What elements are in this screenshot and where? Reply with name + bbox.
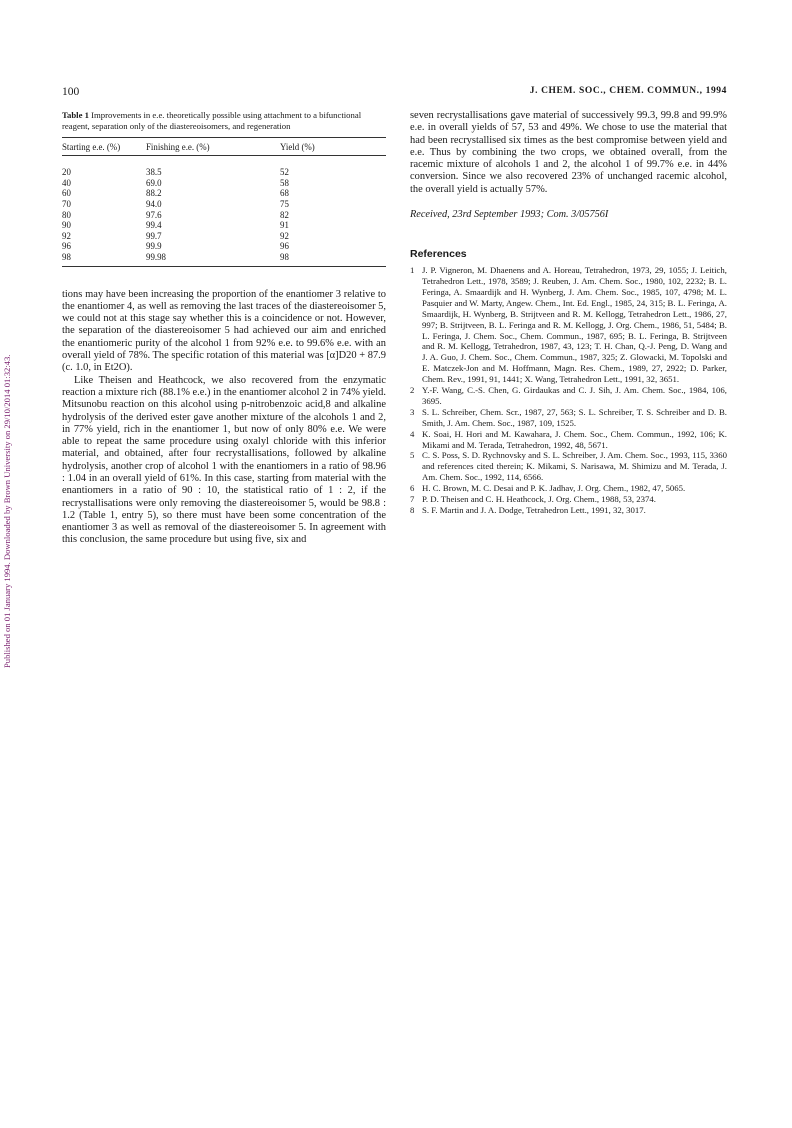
table-cell: 99.98: [146, 252, 280, 266]
table-caption-text: Improvements in e.e. theoretically possible using attachment to a bifunctional reagent, separation only of the diastereoisomers, and regeneration: [62, 110, 362, 131]
table-cell: 98: [280, 252, 386, 266]
reference-text: J. P. Vigneron, M. Dhaenens and A. Horeau, Tetrahedron, 1973, 29, 1055; J. Leitich, Tetrahedron Lett., 1978, 3589; J. Reuben, J. Am. Chem. Soc., 1980, 102, 2232; B. L. Feringa, A. Smaardijk and H. Wynberg, J. Am. Chem. Soc., 1985, 107, 4798; M. L. Pasquier and W. Marty, Angew. Chem., Int. Ed. Engl., 1985, 24, 315; B. L. Feringa, A. Smaardijk, H. Wynberg, B. Strijtveen and R. M. Kellogg, Tetrahedron Lett., 1986, 27, 997; B. Strijtveen, B. L. Feringa and R. M. Kellogg, J. Org. Chem., 1986, 51, 5484; B. L. Feringa, J. Chem. Soc., Chem. Commun., 1987, 695; B. L. Feringa, B. Strijtveen and R. M. Kellogg, Tetrahedron, 1987, 43, 123; T. H. Chan, Q.-J. Peng, D. Wang and J. A. Guo, J. Chem. Soc., Chem. Commun., 1987, 325; Z. Glowacki, M. Topolski and E. Matczek-Jon and M. Hoffmann, Magn. Res. Chem., 1989, 27, 2922; D. Parker, Chem. Rev., 1991, 91, 1441; X. Wang, Tetrahedron Lett., 1991, 32, 3651.: [422, 265, 727, 385]
reference-text: P. D. Theisen and C. H. Heathcock, J. Org. Chem., 1988, 53, 2374.: [422, 494, 656, 505]
table-row: [62, 231, 386, 242]
left-column: [62, 110, 386, 547]
reference-text: K. Soai, H. Hori and M. Kawahara, J. Chem. Soc., Chem. Commun., 1992, 106; K. Mikami and M. Terada, Tetrahedron, 1992, 48, 5671.: [422, 428, 727, 450]
journal-running-head: J. CHEM. SOC., CHEM. COMMUN., 1994: [529, 86, 727, 96]
reference-number: 5: [410, 450, 415, 461]
reference-item: [410, 385, 727, 407]
reference-item: [410, 505, 727, 516]
reference-text: Y.-F. Wang, C.-S. Chen, G. Girdaukas and C. J. Sih, J. Am. Chem. Soc., 1984, 106, 3695.: [422, 385, 727, 406]
body-paragraph-1: tions may have been increasing the proportion of the enantiomer 3 relative to the enantiomer 4, as well as removing the last traces of the diastereoisomer 5, we could not at this stage say whether this is a coincidence or not. However, the separation of the diastereoisomer 5 had achieved our aim and enriched the enantiomeric purity of the alcohol 1 from 92% e.e. to 99.6% e.e. with an overall yield of 78%. The specific rotation of this material was [α]D20 + 87.9 (c. 1.0, in Et2O).: [62, 288, 386, 374]
reference-number: 4: [410, 428, 415, 439]
table-cell: 52: [280, 167, 289, 178]
table-cell: 96: [280, 241, 289, 252]
table-cell: 98: [62, 252, 146, 266]
column-header-starting-ee: Starting e.e. (%): [62, 138, 146, 156]
table-row: [62, 178, 386, 189]
reference-item: [410, 494, 727, 505]
table-cell: 80: [62, 209, 71, 220]
table-cell: 68: [280, 188, 289, 199]
reference-text: C. S. Poss, S. D. Rychnovsky and S. L. Schreiber, J. Am. Chem. Soc., 1993, 115, 3360 and references cited therein; K. Mikami, S. Narisawa, M. Shimizu and M. Terada, J. Am. Chem. Soc., 1992, 114, 6566.: [422, 450, 727, 483]
page-header: [62, 86, 727, 100]
table-cell: 88.2: [146, 188, 162, 199]
reference-number: 2: [410, 385, 415, 396]
table-cell: 92: [280, 230, 289, 241]
table-cell: 82: [280, 209, 289, 220]
table-cell: 58: [280, 177, 289, 188]
table-row: [62, 156, 386, 178]
body-paragraph-3: seven recrystallisations gave material of successively 99.3, 99.8 and 99.9% e.e. in overall yields of 57, 53 and 49%. We chose to use the material that had been recrystallised six times as the best compromise between yield and e.e. Thus by combining the two crops, we obtained overall, from the racemic mixture of alcohols 1 and 2, the alcohol 1 of 99.7% e.e. in 44% conversion. Since we also recovered 23% of unchanged racemic alcohol, the overall yield is actually 57%.: [410, 110, 727, 195]
reference-text: H. C. Brown, M. C. Desai and P. K. Jadhav, J. Org. Chem., 1982, 47, 5065.: [422, 483, 686, 494]
table-cell: 91: [280, 220, 289, 231]
table-cell: 96: [62, 241, 71, 252]
table-cell: 38.5: [146, 167, 162, 178]
table-row: [62, 188, 386, 199]
reference-item: [410, 450, 727, 483]
table-row: [62, 252, 386, 266]
table-row: [62, 199, 386, 210]
table-row: [62, 241, 386, 252]
table-cell: 75: [280, 198, 289, 209]
references-heading: References: [410, 248, 467, 261]
right-column: [410, 110, 727, 516]
reference-text: S. L. Schreiber, Chem. Scr., 1987, 27, 563; S. L. Schreiber, T. S. Schreiber and D. B. Smith, J. Am. Chem. Soc., 1987, 109, 1525.: [422, 406, 727, 428]
table-cell: 99.4: [146, 220, 162, 231]
table-cell: 97.6: [146, 209, 162, 220]
table-caption-label: Table 1: [62, 110, 89, 120]
table-row: [62, 220, 386, 231]
reference-number: 6: [410, 483, 415, 494]
table-header-row: [62, 138, 386, 156]
table-cell: 90: [62, 220, 71, 231]
reference-item: [410, 407, 727, 429]
reference-number: 7: [410, 494, 415, 505]
reference-number: 1: [410, 265, 415, 276]
reference-item: [410, 429, 727, 451]
table-cell: 92: [62, 230, 71, 241]
ee-improvement-table: [62, 137, 386, 266]
reference-item: [410, 483, 727, 494]
reference-list: [410, 265, 727, 516]
column-header-yield: Yield (%): [280, 138, 386, 156]
table-cell: 40: [62, 177, 71, 188]
reference-text: S. F. Martin and J. A. Dodge, Tetrahedron Lett., 1991, 32, 3017.: [422, 505, 646, 516]
received-line: Received, 23rd September 1993; Com. 3/05756I: [410, 209, 609, 221]
body-paragraph-2: Like Theisen and Heathcock, we also recovered from the enzymatic reaction a mixture rich (88.1% e.e.) in the enantiomer alcohol 2 in 74% yield. Mitsunobu reaction on this alcohol using p-nitrobenzoic acid,8 and alkaline hydrolysis of the derived ester gave another mixture of the alcohols 1 and 2, in 77% yield, rich in the enantiomer 1, but now of only 80% e.e. We were able to repeat the same procedure using oxalyl chloride with this inferior material, and obtained, after four recrystallisations, followed by alkaline hydrolysis, another crop of alcohol 1 with the enantiomers in a ratio of 98.96 : 1.04 in an overall yield of 61%. In this case, starting from material with the enantiomers in a ratio of 90 : 10, the statistical ratio of 1 : 2, if the recrystallisations were only removing the diastereoisomer 5, would be 98.8 : 1.2 (Table 1, entry 5), so there must have been some concentration of the enantiomer 3 as well as removal of the diastereoisomer 5. In agreement with this conclusion, the same procedure but using five, six and: [62, 374, 386, 546]
download-watermark: Published on 01 January 1994. Downloaded by Brown University on 29/10/2014 01:32:43.: [2, 354, 12, 668]
page-number: 100: [62, 86, 80, 98]
column-header-finishing-ee: Finishing e.e. (%): [146, 138, 280, 156]
table-cell: 70: [62, 198, 71, 209]
table-row: [62, 210, 386, 221]
reference-number: 8: [410, 505, 415, 516]
table-cell: 69.0: [146, 177, 162, 188]
table-cell: 99.9: [146, 241, 162, 252]
table-caption: [62, 110, 386, 131]
table-cell: 99.7: [146, 230, 162, 241]
reference-item: [410, 265, 727, 385]
table-cell: 60: [62, 188, 71, 199]
reference-number: 3: [410, 406, 415, 417]
table-cell: 20: [62, 167, 71, 178]
table-cell: 94.0: [146, 198, 162, 209]
